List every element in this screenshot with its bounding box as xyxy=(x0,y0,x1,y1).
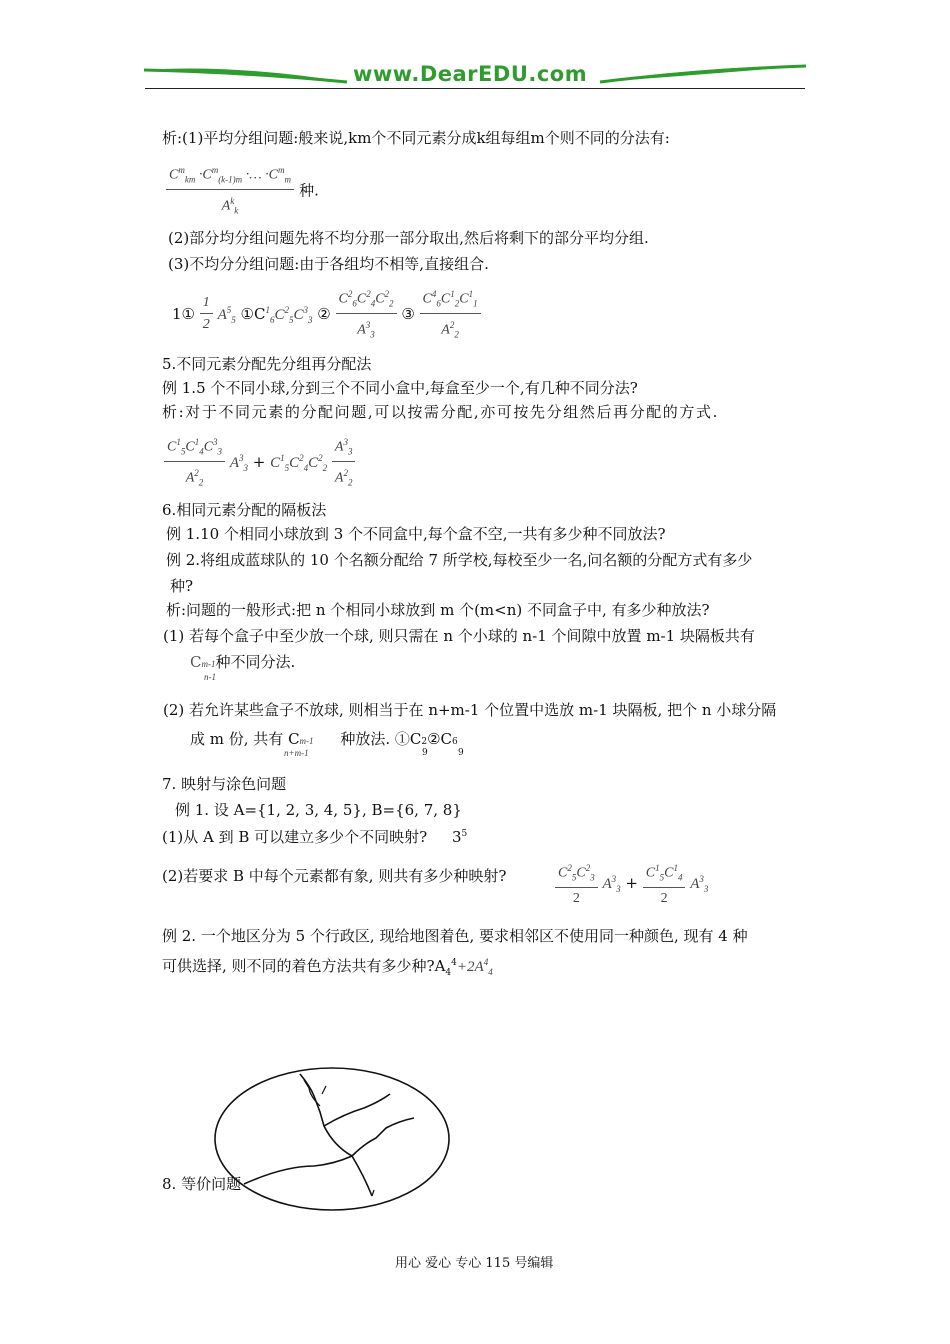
analysis-line-3: (3)不均分分组问题:由于各组均不相等,直接组合. xyxy=(168,255,489,273)
section-5-formula: $\frac{C^1_5C^1_4C^3_3}{A^2_2}$ $A^3_3 + C^1_5C^2_4C^2_2$ $\frac{A^3_3}{A^2_2}$ xyxy=(164,432,355,494)
section-7-example-2-cont: 可供选择, 则不同的着色方法共有多少种$?A_4^4+2A^4_4$ xyxy=(162,957,493,978)
analysis-line-1: 析:(1)平均分组问题:般来说,km个不同元素分成k组每组m个则不同的分法有: xyxy=(162,129,670,147)
section-7-question-2: (2)若要求 B 中每个元素都有象, 则共有多少种映射? xyxy=(162,867,507,885)
site-logo[interactable]: www.DearEDU.com xyxy=(353,62,588,86)
right-swoosh-decoration xyxy=(598,60,808,88)
section-6-case-2: (2) 若允许某些盒子不放球, 则相当于在 n+m-1 个位置中选放 m-1 块隔板, 把个 n 小球分隔 xyxy=(163,701,777,719)
formula-even-grouping: $\frac{C^m_{km} \cdot C^m_{(k-1)m} \cdot\dots \cdot C^m_m}{A^k_k}$ 种. xyxy=(166,160,319,222)
section-7-example-2: 例 2. 一个地区分为 5 个行政区, 现给地图着色, 要求相邻区不使用同一种颜色, 现有 4 种 xyxy=(162,927,748,945)
section-7-heading: 7. 映射与涂色问题 xyxy=(162,775,287,793)
section-6-case-1-cont: Cm-1种不同分法. n-1 xyxy=(190,653,296,682)
section-5-analysis: 析:对于不同元素的分配问题,可以按需分配,亦可按先分组然后再分配的方式. xyxy=(162,403,719,421)
analysis-line-2: (2)部分均分组问题先将不均分那一部分取出,然后将剩下的部分平均分组. xyxy=(168,229,649,247)
section-6-case-2-cont: 成 m 份, 共有 Cm-1 种放法. ①C2②C6 n+m-1 9 9 xyxy=(190,730,464,758)
section-8-heading: 8. 等价问题 xyxy=(162,1175,242,1193)
section-7-example-1: 例 1. 设 A={1, 2, 3, 4, 5}, B={6, 7, 8} xyxy=(175,801,462,819)
section-6-case-1: (1) 若每个盒子中至少放一个球, 则只需在 n 个小球的 n-1 个间隙中放置 m-1 块隔板共有 xyxy=(163,627,755,645)
header-rule xyxy=(145,88,805,89)
section-6-analysis: 析:问题的一般形式:把 n 个相同小球放到 m 个(m<n) 不同盒子中, 有多少种放法? xyxy=(166,601,710,619)
region-map-diagram xyxy=(214,1066,454,1216)
section-6-heading: 6.相同元素分配的隔板法 xyxy=(162,501,327,519)
section-7-formula: $\frac{C^2_5C^2_3}{2}$ $A^3_3$ + $\frac{C^1_5C^1_4}{2}$ $A^3_3$ xyxy=(555,858,708,910)
section-6-example-1: 例 1.10 个相同小球放到 3 个不同盒中,每个盒不空,一共有多少种不同放法? xyxy=(166,525,666,543)
section-7-question-1: (1)从 A 到 B 可以建立多少个不同映射? $3^5$ xyxy=(162,828,468,846)
left-swoosh-decoration xyxy=(142,60,352,88)
section-6-example-2: 例 2.将组成蓝球队的 10 个名额分配给 7 所学校,每校至少一名,问名额的分配方式有多少 xyxy=(166,551,753,569)
section-5-heading: 5.不同元素分配先分组再分配法 xyxy=(162,355,372,373)
section-6-example-2-cont: 种? xyxy=(170,577,194,595)
page-footer: 用心 爱心 专心 115 号编辑 xyxy=(395,1256,554,1271)
answers-row: 1① $\frac{1}{2}$ $A^5_5$ $①C^1_6C^2_5C^3_3$ ② $\frac{C^2_6C^2_4C^2_2}{A^3_3}$ ③ $\frac{C^4_6C^1_2C^1_1}{A^2_2}$ xyxy=(172,284,481,346)
section-5-example: 例 1.5 个不同小球,分到三个不同小盒中,每盒至少一个,有几种不同分法? xyxy=(162,379,638,397)
